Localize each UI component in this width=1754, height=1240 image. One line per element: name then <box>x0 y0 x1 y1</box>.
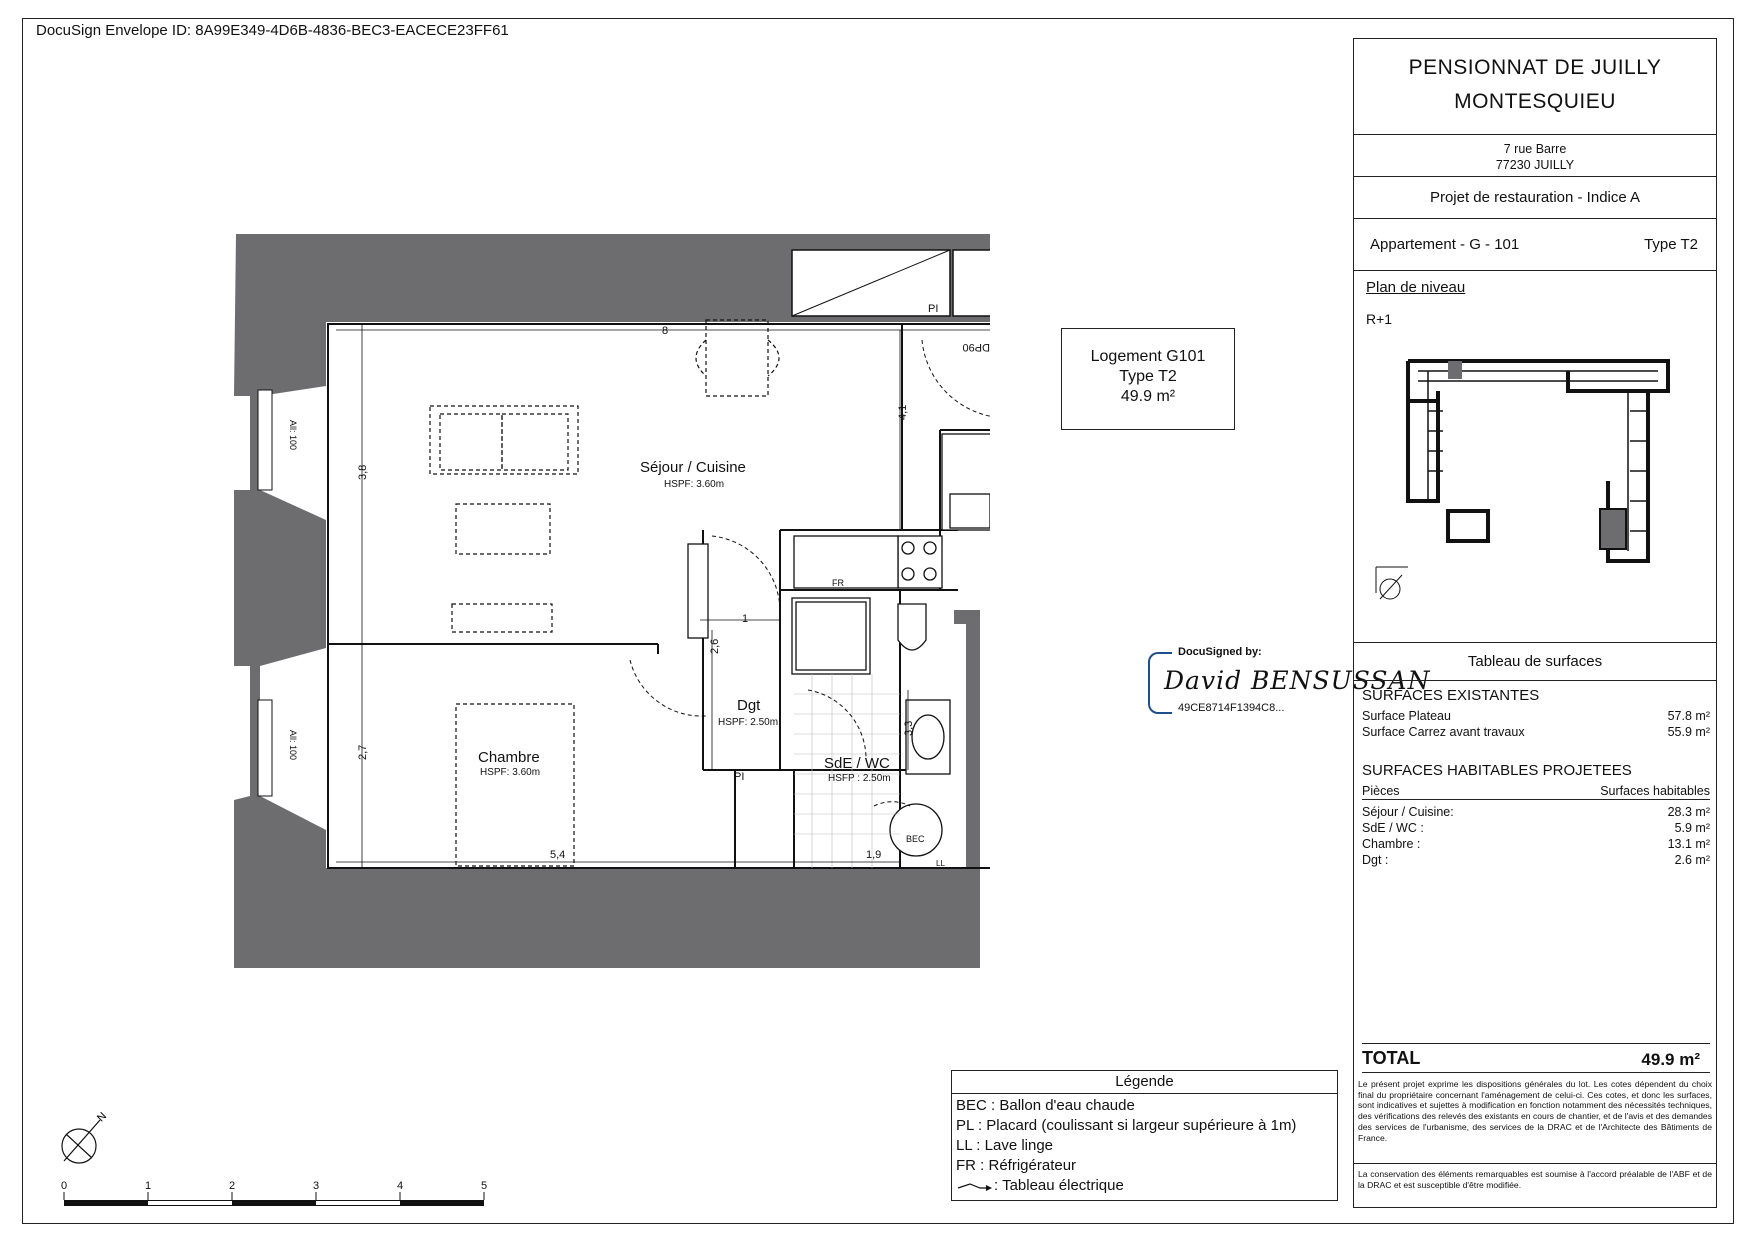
room-sejour-h: HSPF: 3.60m <box>664 479 725 490</box>
legend-tableau-label: : Tableau électrique <box>994 1177 1124 1194</box>
legend-item: PL : Placard (coulissant si largeur supérieure à 1m) <box>956 1117 1297 1134</box>
scale-tick-1: 1 <box>145 1180 152 1192</box>
fr-label: FR <box>832 578 844 588</box>
row-value: 5.9 m² <box>1674 821 1710 835</box>
project-phase: Projet de restauration - Indice A <box>1354 177 1716 219</box>
legend-item: FR : Réfrigérateur <box>956 1157 1077 1174</box>
logement-surface: 49.9 m² <box>1120 388 1176 405</box>
surfaces-table-title: Tableau de surfaces <box>1354 643 1716 681</box>
table-row <box>1362 804 1710 820</box>
project-title-line2: MONTESQUIEU <box>1454 90 1616 113</box>
room-dgt-h: HSPF: 2.50m <box>718 717 779 728</box>
existing-title: SURFACES EXISTANTES <box>1362 687 1540 704</box>
legend-item-tableau <box>956 1176 1333 1196</box>
scale-tick-5: 5 <box>481 1180 488 1192</box>
row-label: Surface Plateau <box>1362 709 1451 723</box>
table-row <box>1362 836 1710 852</box>
logement-type: Type T2 <box>1119 368 1177 385</box>
table-row <box>1362 820 1710 836</box>
projected-list <box>1362 804 1710 868</box>
row-label: Chambre : <box>1362 837 1421 851</box>
dim-3-3: 3,3 <box>903 720 915 736</box>
legend-item: LL : Lave linge <box>956 1137 1054 1154</box>
scale-tick-3: 3 <box>313 1180 320 1192</box>
apartment-row <box>1354 219 1716 271</box>
dim-8: 8 <box>662 325 669 337</box>
dim-1: 1 <box>742 613 749 625</box>
address-line1: 7 rue Barre <box>1503 142 1567 156</box>
apartment-type: Type T2 <box>1644 236 1698 253</box>
col-pieces: Pièces <box>1362 784 1400 798</box>
scale-tick-2: 2 <box>229 1180 236 1192</box>
title-block <box>1353 38 1717 1208</box>
dim-4-1: 4,1 <box>897 404 909 420</box>
row-label: SdE / WC : <box>1362 821 1424 835</box>
key-plan-map <box>1368 331 1698 631</box>
room-chambre-h: HSPF: 3.60m <box>480 767 541 778</box>
row-value: 2.6 m² <box>1674 853 1710 867</box>
dim-2-6: 2,6 <box>709 638 721 654</box>
scale-tick-4: 4 <box>397 1180 404 1192</box>
signature-id: 49CE8714F1394C8... <box>1178 702 1285 714</box>
floor-plan <box>230 232 990 972</box>
legend-items <box>952 1094 1337 1198</box>
total-label: TOTAL <box>1362 1048 1421 1068</box>
signature-label: DocuSigned by: <box>1178 646 1262 658</box>
window-all-top: All: 100 <box>288 420 298 451</box>
logement-name: Logement G101 <box>1090 348 1206 365</box>
room-chambre: Chambre <box>478 749 540 766</box>
pl-label-top: PI <box>928 303 939 315</box>
dim-5-4: 5,4 <box>550 849 566 861</box>
table-header <box>1362 783 1710 800</box>
room-sde: SdE / WC <box>824 755 890 772</box>
row-label: Séjour / Cuisine: <box>1362 805 1454 819</box>
row-value: 28.3 m² <box>1667 805 1710 819</box>
table-row <box>1362 852 1710 868</box>
col-surfaces: Surfaces habitables <box>1600 784 1710 798</box>
row-value: 57.8 m² <box>1667 709 1710 723</box>
key-plan-north-icon <box>1376 567 1408 599</box>
scale-tick-0: 0 <box>61 1180 68 1192</box>
table-row <box>1362 724 1710 740</box>
legend-box <box>951 1070 1338 1201</box>
total-row <box>1362 1043 1710 1073</box>
row-label: Dgt : <box>1362 853 1389 867</box>
dp90-label: DP90 <box>962 341 990 353</box>
dim-1-9: 1,9 <box>866 849 882 861</box>
north-arrow-icon <box>62 1120 100 1163</box>
disclaimer-divider <box>1354 1163 1716 1164</box>
room-dgt: Dgt <box>737 697 761 714</box>
legend-title: Légende <box>952 1071 1337 1094</box>
window-all-bottom: All: 100 <box>288 730 298 761</box>
room-sde-h: HSFP : 2.50m <box>828 773 891 784</box>
compass-and-scale <box>56 1104 496 1214</box>
envelope-id: DocuSign Envelope ID: 8A99E349-4D6B-4836-BEC3-EACECE23FF61 <box>34 22 515 39</box>
row-label: Surface Carrez avant travaux <box>1362 725 1525 739</box>
address <box>1354 135 1716 177</box>
existing-list <box>1362 708 1710 740</box>
total-value: 49.9 m² <box>1641 1050 1700 1069</box>
pl-label-dgt: PI <box>734 771 745 783</box>
surfaces-table <box>1362 681 1710 868</box>
dim-3-8: 3,8 <box>357 464 369 480</box>
project-title-line1: PENSIONNAT DE JUILLY <box>1408 56 1662 79</box>
legend-item: BEC : Ballon d'eau chaude <box>956 1097 1135 1114</box>
ll-label: LL <box>936 859 945 868</box>
address-line2: 77230 JUILLY <box>1495 158 1575 172</box>
project-title <box>1354 39 1716 135</box>
disclaimer-2: La conservation des éléments remarquables est soumise à l'accord préalable de l'ABF et de la DRAC et est susceptible d'être modifiée. <box>1358 1169 1712 1190</box>
level-plan-section <box>1354 271 1716 643</box>
level-label: R+1 <box>1366 311 1393 327</box>
projected-title: SURFACES HABITABLES PROJETEES <box>1362 762 1632 779</box>
row-value: 13.1 m² <box>1667 837 1710 851</box>
apartment-label: Appartement - G - 101 <box>1370 236 1520 253</box>
dim-2-7: 2,7 <box>357 744 369 760</box>
disclaimer-1: Le présent projet exprime les dispositions générales du lot. Les cotes dépendent du choix final du propriétaire concernant l'aménagement de celui-ci. Ces cotes, et donc les surfaces, sont indicatives et sujettes à modification en fonction notamment des nécessités techniques, des vérifications des relevés des existants en cours de chantier, et de l'avis et des demandes des services de l'urbanisme, des services de la DRAC et de l'Architecte des Bâtiments de France. <box>1358 1079 1712 1143</box>
plan-title: Plan de niveau <box>1366 279 1466 296</box>
table-row <box>1362 708 1710 724</box>
north-label: N <box>95 1110 110 1125</box>
logement-box <box>1061 328 1235 430</box>
row-value: 55.9 m² <box>1667 725 1710 739</box>
signature-name: David BENSUSSAN <box>1164 666 1431 695</box>
tableau-electrique-icon <box>956 1180 994 1192</box>
room-sejour: Séjour / Cuisine <box>640 459 746 476</box>
bec-label: BEC <box>906 834 925 844</box>
